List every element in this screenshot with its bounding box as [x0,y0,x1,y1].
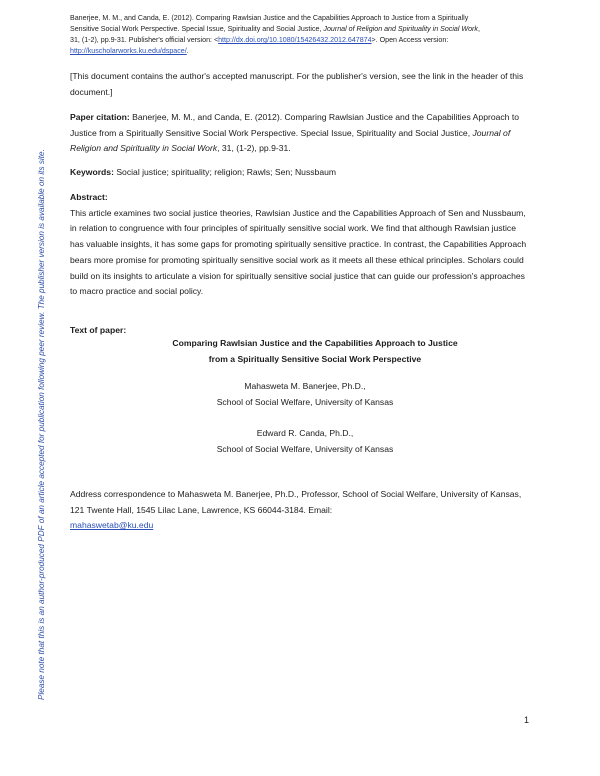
keywords: Keywords: Social justice; spirituality; religion; Rawls; Sen; Nussbaum [70,167,337,177]
author-affiliation: School of Social Welfare, University of Kansas [216,396,394,407]
header-line-1: Banerjee, M. M., and Canda, E. (2012). Comparing Rawlsian Justice and the Capabilities Approach to Justice from a Spiritually [70,14,469,22]
author-2 [70,426,540,457]
paper-title [70,336,560,367]
author-name: Mahasweta M. Banerjee, Ph.D., [244,381,366,391]
header-line-3: 31, (1-2), pp.9-31. Publisher's official version: < [70,36,219,44]
correspondence-text: Address correspondence to Mahasweta M. Banerjee, Ph.D., Professor, School of Social Welfare, University of Kansas, 121 Twente Hall, 1545 Lilac Lane, Lawrence, KS 66044-3184. Email: [70,489,522,515]
header-line-2: Sensitive Social Work Perspective. Special Issue, Spirituality and Social Justice, [70,25,324,33]
author-1 [70,379,540,410]
title-line-1: Comparing Rawlsian Justice and the Capabilities Approach to Justice [172,338,458,348]
email-link[interactable]: mahaswetab@ku.edu [70,520,154,531]
header-journal: Journal of Religion and Spirituality in Social Work [323,25,478,33]
citation-label: Paper citation: [70,112,130,122]
paper-citation: Paper citation: Banerjee, M. M., and Canda, E. (2012). Comparing Rawlsian Justice and the Capabilities Approach to Justice from a Spiritually Sensitive Social Work Perspective. Special Issue, Spirituality and Social Justice, Journal of Religion and Spirituality in Social Work, 31, (1-2), pp.9-31. [70,112,520,154]
running-header: Banerjee, M. M., and Canda, E. (2012). Comparing Rawlsian Justice and the Capabilities Approach to Justice from a Spiritually Sensitive Social Work Perspective. Special Issue, Spirituality and Social Justice, Journal of Religion and Spirituality in Social Work, 31, (1-2), pp.9-31. Publisher's official version: <http://dx.doi.org/10.1080/15426432.2012.647874>. Open Access version: http://kuscholarworks.ku.edu/dspace/. [70,14,480,55]
author-produced-notice: Please note that this is an author-produced PDF of an article accepted for publication following peer review. The publisher version is available on its site. [37,149,46,700]
author-name: Edward R. Canda, Ph.D., [256,428,354,438]
open-access-link[interactable]: http://kuscholarworks.ku.edu/dspace/ [70,47,187,55]
doi-link[interactable]: http://dx.doi.org/10.1080/15426432.2012.647874 [218,36,372,44]
text-of-paper-label: Text of paper: [70,325,127,335]
abstract-section [70,190,532,300]
abstract-text: This article examines two social justice theories, Rawlsian Justice and the Capabilities Approach of Sen and Nussbaum, in relation to congruence with four principles of spiritually sensitive social work. We find that although Rawlsian justice has valuable insights, it has some gaps for promoting spiritually sensitive practice. In contrast, the Capabilities Approach bears more promise for promoting spiritually sensitive social work as it meets all these ethical principles. Scholars could build on its insights to articulate a vision for spiritually sensitive social justice that can guide our profession's approaches to macro practice and social policy. [70,207,527,297]
manuscript-notice: [This document contains the author's accepted manuscript. For the publisher's version, see the link in the header of this document.] [70,71,524,97]
abstract-label: Abstract: [70,192,108,202]
title-line-2: from a Spiritually Sensitive Social Work Perspective [208,353,422,364]
keywords-label: Keywords: [70,167,114,177]
page-number: 1 [524,715,530,725]
citation-journal: Journal of Religion and Spirituality in Social Work [70,127,511,154]
correspondence [70,487,532,534]
author-affiliation: School of Social Welfare, University of Kansas [216,443,394,454]
